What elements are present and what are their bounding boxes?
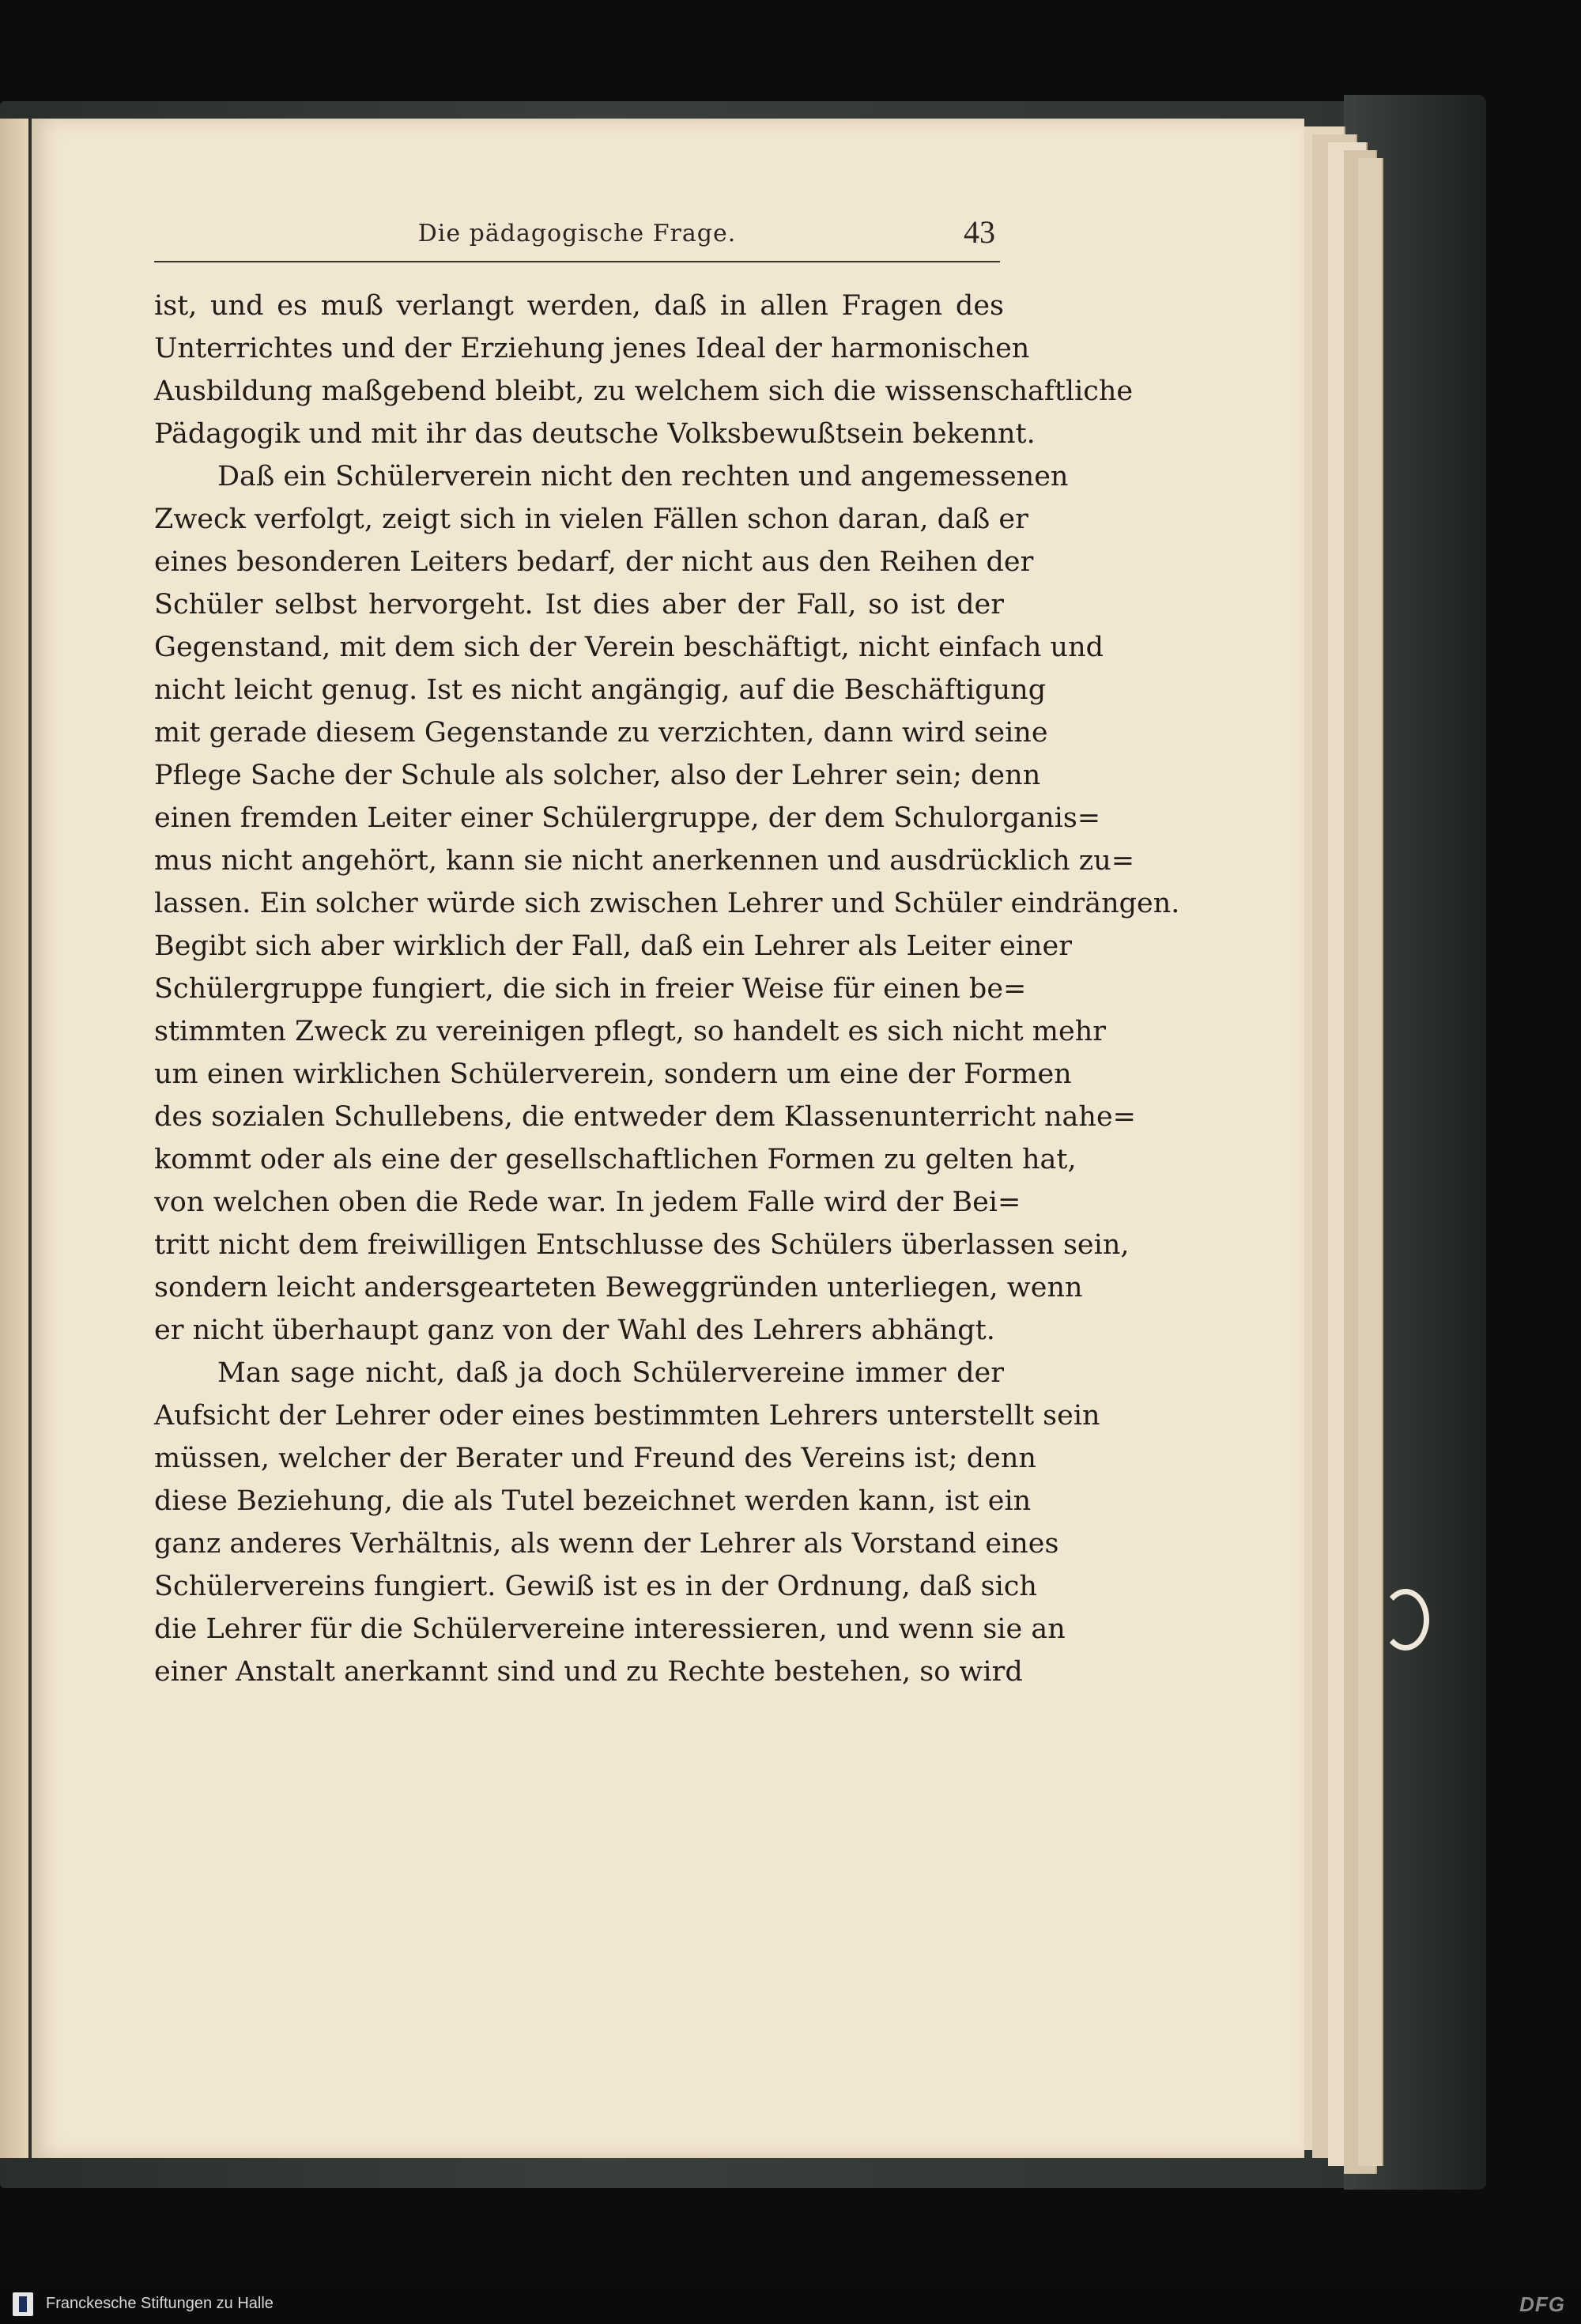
- page-number: 43: [964, 214, 995, 250]
- text-line: tritt nicht dem freiwilligen Entschlusse des Schülers überlassen sein,: [154, 1229, 1130, 1261]
- facing-page-edge: [0, 119, 28, 2158]
- text-line: stimmten Zweck zu vereinigen pflegt, so handelt es sich nicht mehr: [154, 1016, 1106, 1047]
- text-line: mit gerade diesem Gegenstande zu verzichten, dann wird seine: [154, 717, 1048, 749]
- text-line: nicht leicht genug. Ist es nicht angängig, auf die Beschäftigung: [154, 674, 1047, 706]
- dfg-badge: DFG: [1519, 2292, 1565, 2316]
- text-line: von welchen oben die Rede war. In jedem Falle wird der Bei=: [154, 1187, 1021, 1218]
- text-line: Pflege Sache der Schule als solcher, also der Lehrer sein; denn: [154, 760, 1041, 791]
- text-line: ist, und es muß verlangt werden, daß in allen Fragen des: [154, 290, 1004, 322]
- page-header: [154, 213, 1000, 262]
- text-line: Zweck verfolgt, zeigt sich in vielen Fällen schon daran, daß er: [154, 504, 1028, 535]
- text-line: müssen, welcher der Berater und Freund des Vereins ist; denn: [154, 1443, 1036, 1474]
- text-line: kommt oder als eine der gesellschaftlichen Formen zu gelten hat,: [154, 1144, 1077, 1175]
- viewer-footer: [0, 2284, 1581, 2324]
- institution-label: Franckesche Stiftungen zu Halle: [46, 2295, 274, 2312]
- text-line: Schülervereins fungiert. Gewiß ist es in der Ordnung, daß sich: [154, 1571, 1037, 1602]
- institution-logo-icon: [13, 2292, 33, 2316]
- text-line: Gegenstand, mit dem sich der Verein beschäftigt, nicht einfach und: [154, 632, 1104, 663]
- text-line: einer Anstalt anerkannt sind und zu Rechte bestehen, so wird: [154, 1656, 1023, 1688]
- text-line: eines besonderen Leiters bedarf, der nicht aus den Reihen der: [154, 546, 1034, 578]
- text-line: einen fremden Leiter einer Schülergruppe, der dem Schulorganis=: [154, 802, 1101, 834]
- text-line: Pädagogik und mit ihr das deutsche Volksbewußtsein bekennt.: [154, 418, 1036, 450]
- text-line: Man sage nicht, daß ja doch Schülervereine immer der: [217, 1357, 1004, 1389]
- text-line: er nicht überhaupt ganz von der Wahl des Lehrers abhängt.: [154, 1315, 995, 1346]
- text-line: Aufsicht der Lehrer oder eines bestimmten Lehrers unterstellt sein: [154, 1400, 1100, 1432]
- text-line: ganz anderes Verhältnis, als wenn der Lehrer als Vorstand eines: [154, 1528, 1059, 1560]
- text-line: sondern leicht andersgearteten Beweggründen unterliegen, wenn: [154, 1272, 1083, 1303]
- text-line: Schülergruppe fungiert, die sich in freier Weise für einen be=: [154, 973, 1027, 1005]
- text-line: Schüler selbst hervorgeht. Ist dies aber der Fall, so ist der: [154, 589, 1004, 621]
- body-text: [154, 285, 1180, 1693]
- binding-string: [1382, 1589, 1429, 1651]
- text-line: mus nicht angehört, kann sie nicht anerkennen und ausdrücklich zu=: [154, 845, 1135, 877]
- text-line: Unterrichtes und der Erziehung jenes Ideal der harmonischen: [154, 333, 1030, 364]
- text-line: diese Beziehung, die als Tutel bezeichnet werden kann, ist ein: [154, 1485, 1032, 1517]
- page-edge: [1358, 158, 1383, 2166]
- text-line: Ausbildung maßgebend bleibt, zu welchem sich die wissenschaftliche: [154, 375, 1134, 407]
- text-line: Begibt sich aber wirklich der Fall, daß ein Lehrer als Leiter einer: [154, 930, 1072, 962]
- text-line: Daß ein Schülerverein nicht den rechten und angemessenen: [217, 461, 1069, 492]
- text-line: die Lehrer für die Schülervereine interessieren, und wenn sie an: [154, 1613, 1066, 1645]
- text-line: lassen. Ein solcher würde sich zwischen Lehrer und Schüler eindrängen.: [154, 888, 1180, 919]
- running-title: Die pädagogische Frage.: [417, 220, 737, 247]
- text-line: um einen wirklichen Schülerverein, sondern um eine der Formen: [154, 1058, 1072, 1090]
- text-line: des sozialen Schullebens, die entweder dem Klassenunterricht nahe=: [154, 1101, 1137, 1133]
